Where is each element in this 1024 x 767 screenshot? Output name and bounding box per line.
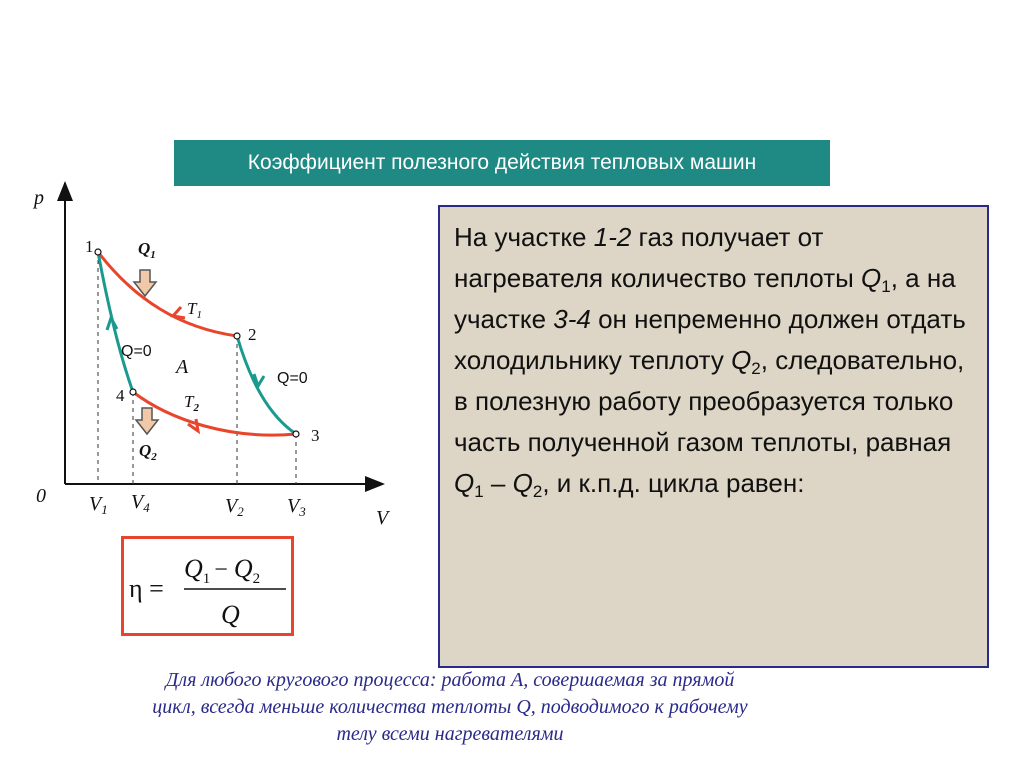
isotherm-t1-curve	[98, 252, 237, 336]
slide-title-text: Коэффициент полезного действия тепловых машин	[247, 151, 757, 174]
numerator: $Q_1 - Q_2$	[184, 554, 261, 587]
q1-label: $Q_1$	[138, 239, 156, 261]
caption-line-1: Для любого кругового процесса: работа A, совершаемая за прямой	[165, 669, 735, 691]
caption-line-2: цикл, всегда меньше количества теплоты Q, подводимого к рабочему	[152, 696, 748, 718]
axis-v-label: V	[376, 507, 389, 529]
v1-label: $V_1$	[89, 493, 108, 517]
denominator: Q	[221, 600, 240, 629]
v3-label: $V_3$	[287, 495, 306, 519]
efficiency-formula	[124, 539, 291, 633]
axis-p-label: p	[34, 187, 44, 209]
point-4-label: 4	[116, 386, 125, 405]
origin-label: 0	[36, 485, 46, 507]
isotherm-t2-curve	[133, 392, 296, 435]
carnot-cycle-diagram	[0, 0, 440, 540]
heat-out-arrow-icon	[136, 408, 158, 434]
q0-right-label: Q=0	[277, 370, 308, 387]
volume-guide-lines	[98, 252, 296, 484]
t1-label: $T_1$	[187, 299, 202, 321]
caption	[40, 667, 860, 748]
point-3-label: 3	[311, 426, 320, 445]
t2-label: $T_2$	[184, 392, 199, 414]
q2-label: $Q_2$	[139, 441, 157, 463]
explanation-box: На участке 1-2 газ получает от нагревателя количество теплоты $Q_1$, а на участке 3-4 он непременно должен отдать холодильнику теплоту $Q_2$, следовательно, в полезную работу преобразуется только часть полученной газом теплоты, равная $Q_1 - Q_2$, и к.п.д. цикла равен:	[438, 205, 989, 668]
v4-label: $V_4$	[131, 491, 150, 515]
v2-label: $V_2$	[225, 495, 244, 519]
isotherm-t1-arrow	[173, 307, 185, 318]
caption-line-3: телу всеми нагревателями	[336, 723, 564, 745]
work-label: A	[176, 356, 189, 378]
q0-left-label: Q=0	[121, 343, 152, 360]
efficiency-formula-box	[121, 536, 294, 636]
point-1-label: 1	[85, 237, 94, 256]
eta-symbol: η =	[129, 574, 164, 603]
point-2-label: 2	[248, 325, 257, 344]
